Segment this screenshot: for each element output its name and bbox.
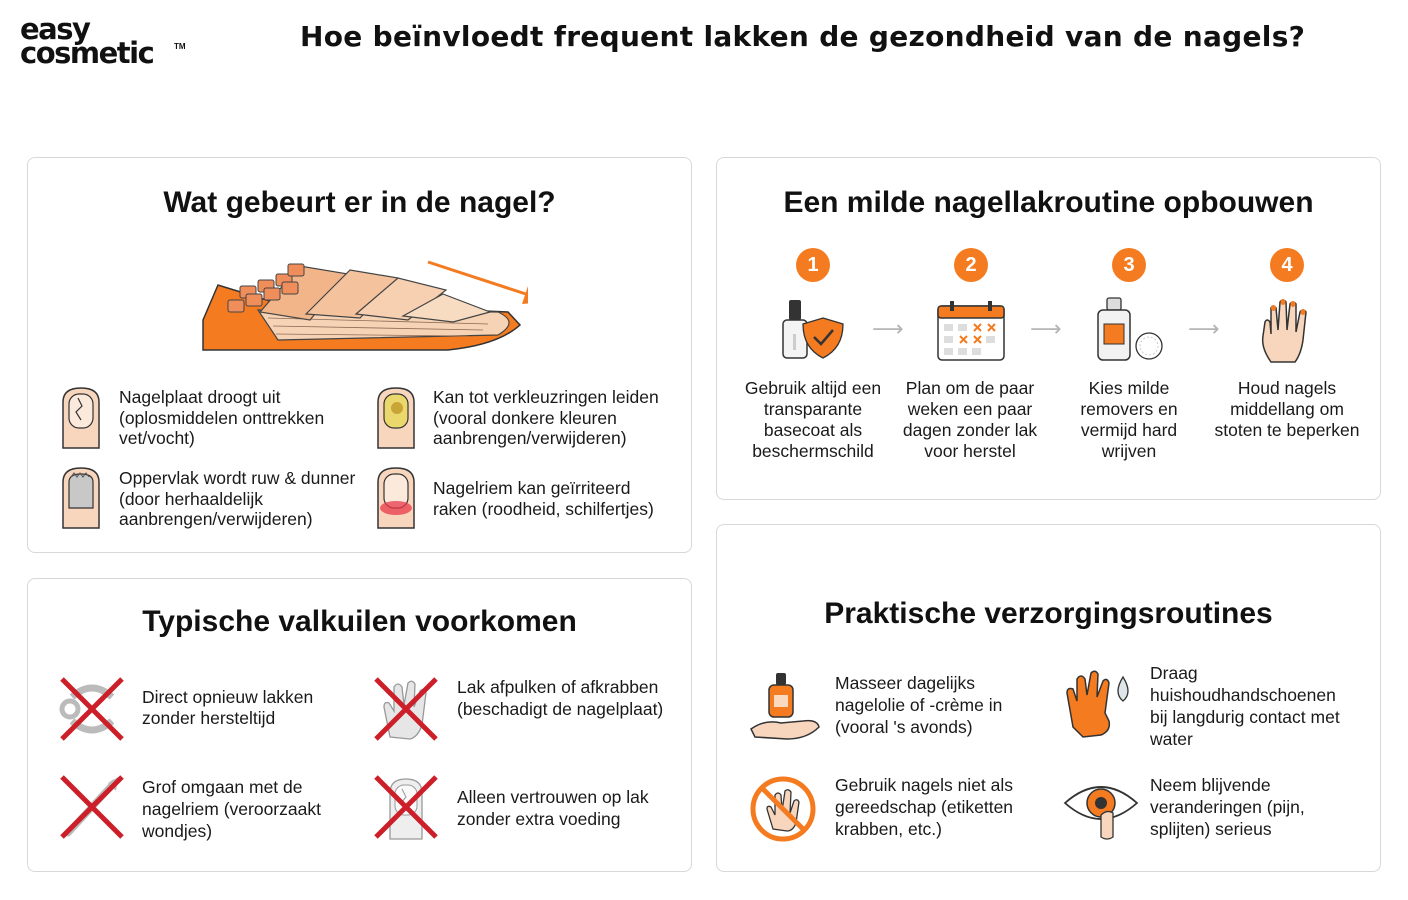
panel-pitfalls xyxy=(27,578,692,872)
step-text: Houd nagels middellang om stoten te beperken xyxy=(1214,378,1360,440)
step-number: 1 xyxy=(796,248,830,282)
logo-line-2: cosmetic xyxy=(20,36,154,70)
repeat-cross-icon xyxy=(58,675,126,743)
calendar-icon xyxy=(936,300,1006,362)
nail-layers-icon xyxy=(198,250,528,355)
step-number: 2 xyxy=(954,248,988,282)
pusher-cross-icon xyxy=(58,773,126,841)
nail-item-text: Nagelplaat droogt uit (oplosmiddelen onttrekken vet/vocht) xyxy=(119,387,325,448)
rough-nail-icon xyxy=(58,464,104,530)
nail-item-text: Nagelriem kan geïrriteerd raken (roodheid, schilfertjes) xyxy=(433,478,654,519)
cracked-nail-icon xyxy=(58,384,104,450)
panel-title-nail: Wat gebeurt er in de nagel? xyxy=(163,186,556,219)
panel-title-routine: Een milde nagellakroutine opbouwen xyxy=(783,186,1314,219)
pitfall-text: Alleen vertrouwen op lak zonder extra voeding xyxy=(457,787,649,829)
panel-care-routines xyxy=(716,524,1381,872)
peel-cross-icon xyxy=(372,675,440,743)
step-text: Kies milde removers en vermijd hard wrijven xyxy=(1080,378,1178,461)
nail-cross-icon xyxy=(372,773,440,841)
panel-gentle-routine xyxy=(716,157,1381,500)
care-text: Gebruik nagels niet als gereedschap (etiketten krabben, etc.) xyxy=(835,775,1014,839)
pitfall-text: Direct opnieuw lakken zonder hersteltijd xyxy=(142,687,314,728)
arrow-icon: ⟶ xyxy=(1030,316,1062,341)
page-title: Hoe beïnvloedt frequent lakken de gezondheid van de nagels? xyxy=(300,20,1306,53)
hand-icon xyxy=(1257,296,1317,364)
eye-icon xyxy=(1061,777,1141,841)
oil-dropper-icon xyxy=(747,667,821,743)
nail-item-text: Oppervlak wordt ruw & dunner (door herhaaldelijk aanbrengen/verwijderen) xyxy=(119,468,356,529)
panel-title-pitfalls: Typische valkuilen voorkomen xyxy=(142,605,577,638)
care-text: Neem blijvende veranderingen (pijn, splijten) serieus xyxy=(1150,775,1305,839)
glove-icon xyxy=(1061,665,1137,741)
nail-item-text: Kan tot verkleuzringen leiden (vooral donkere kleuren aanbrengen/verwijderen) xyxy=(433,387,659,448)
pitfall-text: Lak afpulken of afkrabben (beschadigt de nagelplaat) xyxy=(457,677,664,719)
no-tool-icon xyxy=(749,775,817,843)
pitfall-text: Grof omgaan met de nagelriem (veroorzaakt wondjes) xyxy=(142,777,321,841)
panel-title-care: Praktische verzorgingsroutines xyxy=(824,597,1273,630)
polish-shield-icon xyxy=(779,296,849,362)
brand-logo xyxy=(20,12,190,72)
step-text: Plan om de paar weken een paar dagen zonder lak voor herstel xyxy=(902,378,1038,461)
logo-trademark: TM xyxy=(174,42,186,51)
remover-bottle-icon xyxy=(1095,296,1167,362)
step-number: 3 xyxy=(1112,248,1146,282)
arrow-icon: ⟶ xyxy=(872,316,904,341)
care-text: Draag huishoudhandschoenen bij langdurig contact met water xyxy=(1150,663,1340,749)
arrow-icon: ⟶ xyxy=(1188,316,1220,341)
irritated-cuticle-icon xyxy=(373,464,419,530)
care-text: Masseer dagelijks nagelolie of -crème in (vooral 's avonds) xyxy=(835,673,1003,737)
step-text: Gebruik altijd een transparante basecoat als beschermschild xyxy=(744,378,882,461)
panel-nail-effects xyxy=(27,157,692,553)
logo-line-1: easy xyxy=(20,12,90,46)
discolored-nail-icon xyxy=(373,384,419,450)
step-number: 4 xyxy=(1270,248,1304,282)
